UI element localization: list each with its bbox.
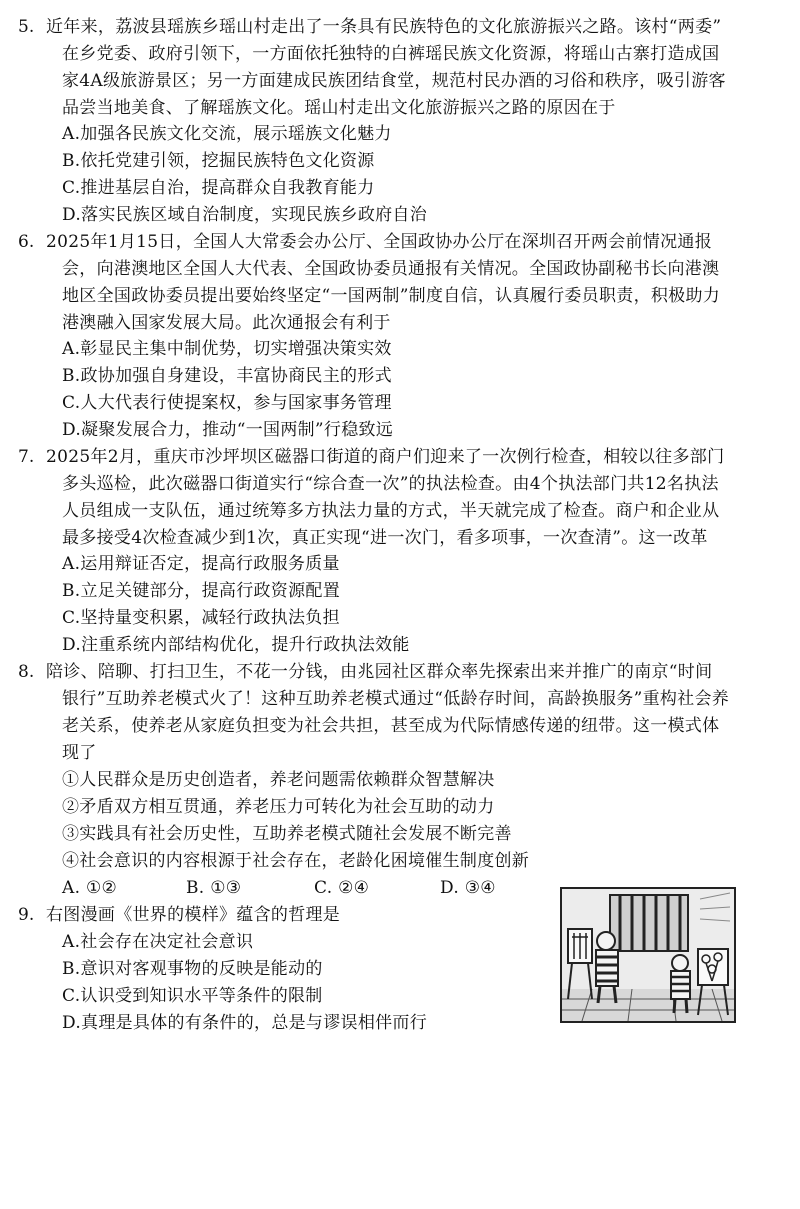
question-stem-line: 多头巡检，此次磁器口街道实行“综合查一次”的执法检查。由4个执法部门共12名执法: [62, 474, 719, 494]
question-stem-line: 2025年1月15日，全国人大常委会办公厅、全国政协办公厅在深圳召开两会前情况通报: [46, 232, 713, 252]
question-stem-line: 人员组成一支队伍，通过统筹多方执法力量的方式，半天就完成了检查。商户和企业从: [62, 501, 720, 521]
answer-option-b: B. ①③: [186, 878, 242, 898]
answer-option-d: D.注重系统内部结构优化，提升行政执法效能: [62, 635, 410, 655]
answer-option-c: C.坚持量变积累，减轻行政执法负担: [62, 608, 340, 628]
question-stem-line: 2025年2月，重庆市沙坪坝区磁器口街道的商户们迎来了一次例行检查，相较以往多部门: [46, 447, 725, 467]
answer-option-b: B.依托党建引领，挖掘民族特色文化资源: [62, 151, 375, 171]
question-stem-line: 在乡党委、政府引领下，一方面依托独特的白裤瑶民族文化资源，将瑶山古寨打造成国: [62, 44, 720, 64]
answer-option-b: B.立足关键部分，提高行政资源配置: [62, 581, 340, 601]
answer-option-d: D.落实民族区域自治制度，实现民族乡政府自治: [62, 205, 428, 225]
question-stem-line: 港澳融入国家发展大局。此次通报会有利于: [62, 313, 391, 333]
question-stem-line: 老关系，使养老从家庭负担变为社会共担，甚至成为代际情感传递的纽带。这一模式体: [62, 716, 720, 736]
question-stem-line: 地区全国政协委员提出要始终坚定“一国两制”制度自信，认真履行委员职责，积极助力: [62, 286, 721, 306]
answer-option-c: C.人大代表行使提案权，参与国家事务管理: [62, 393, 392, 413]
answer-option-d: D.凝聚发展合力，推动“一国两制”行稳致远: [62, 420, 394, 440]
answer-option-b: B.政协加强自身建设，丰富协商民主的形式: [62, 366, 392, 386]
question-number: 5.: [18, 17, 35, 37]
answer-option-a: A.加强各民族文化交流，展示瑶族文化魅力: [62, 124, 392, 144]
cartoon-drawing: [562, 889, 734, 1021]
question-stem-line: 会，向港澳地区全国人大代表、全国政协委员通报有关情况。全国政协副秘书长向港澳: [62, 259, 720, 279]
question-number: 7.: [18, 447, 35, 467]
answer-option-a: A.运用辩证否定，提高行政服务质量: [62, 554, 340, 574]
question-stem-line: 家4A级旅游景区；另一方面建成民族团结食堂，规范村民办酒的习俗和秩序，吸引游客: [62, 71, 726, 91]
answer-option-a: A.彰显民主集中制优势，切实增强决策实效: [62, 339, 392, 359]
answer-option-b: B.意识对客观事物的反映是能动的: [62, 959, 323, 979]
answer-option-d: D. ③④: [440, 878, 496, 898]
answer-option-c: C.推进基层自治，提高群众自我教育能力: [62, 178, 375, 198]
question-number: 6.: [18, 232, 35, 252]
statement-4: ④社会意识的内容根源于社会存在，老龄化困境催生制度创新: [62, 851, 530, 871]
question-stem-line: 近年来，荔波县瑶族乡瑶山村走出了一条具有民族特色的文化旅游振兴之路。该村“两委”: [46, 17, 722, 37]
answer-option-a: A. ①②: [62, 878, 118, 898]
answer-option-a: A.社会存在决定社会意识: [62, 932, 254, 952]
answer-option-d: D.真理是具体的有条件的，总是与谬误相伴而行: [62, 1013, 428, 1033]
statement-2: ②矛盾双方相互贯通，养老压力可转化为社会互助的动力: [62, 797, 495, 817]
answer-option-c: C. ②④: [314, 878, 370, 898]
question-number: 8.: [18, 662, 35, 682]
statement-3: ③实践具有社会历史性，互助养老模式随社会发展不断完善: [62, 824, 512, 844]
statement-1: ①人民群众是历史创造者，养老问题需依赖群众智慧解决: [62, 770, 495, 790]
question-stem-line: 银行”互助养老模式火了！这种互助养老模式通过“低龄存时间，高龄换服务”重构社会养: [62, 689, 730, 709]
question-stem-line: 陪诊、陪聊、打扫卫生，不花一分钱，由兆园社区群众率先探索出来并推广的南京“时间: [46, 662, 713, 682]
question-stem-line: 右图漫画《世界的模样》蕴含的哲理是: [46, 905, 341, 925]
question-stem-line: 品尝当地美食、了解瑶族文化。瑶山村走出文化旅游振兴之路的原因在于: [62, 98, 616, 118]
cartoon-prisoners-painting-icon: [560, 887, 736, 1023]
question-stem-line: 最多接受4次检查减少到1次，真正实现“进一次门，看多项事，一次查清”。这一改革: [62, 528, 708, 548]
answer-option-c: C.认识受到知识水平等条件的限制: [62, 986, 323, 1006]
question-stem-line: 现了: [62, 743, 97, 763]
question-number: 9.: [18, 905, 35, 925]
